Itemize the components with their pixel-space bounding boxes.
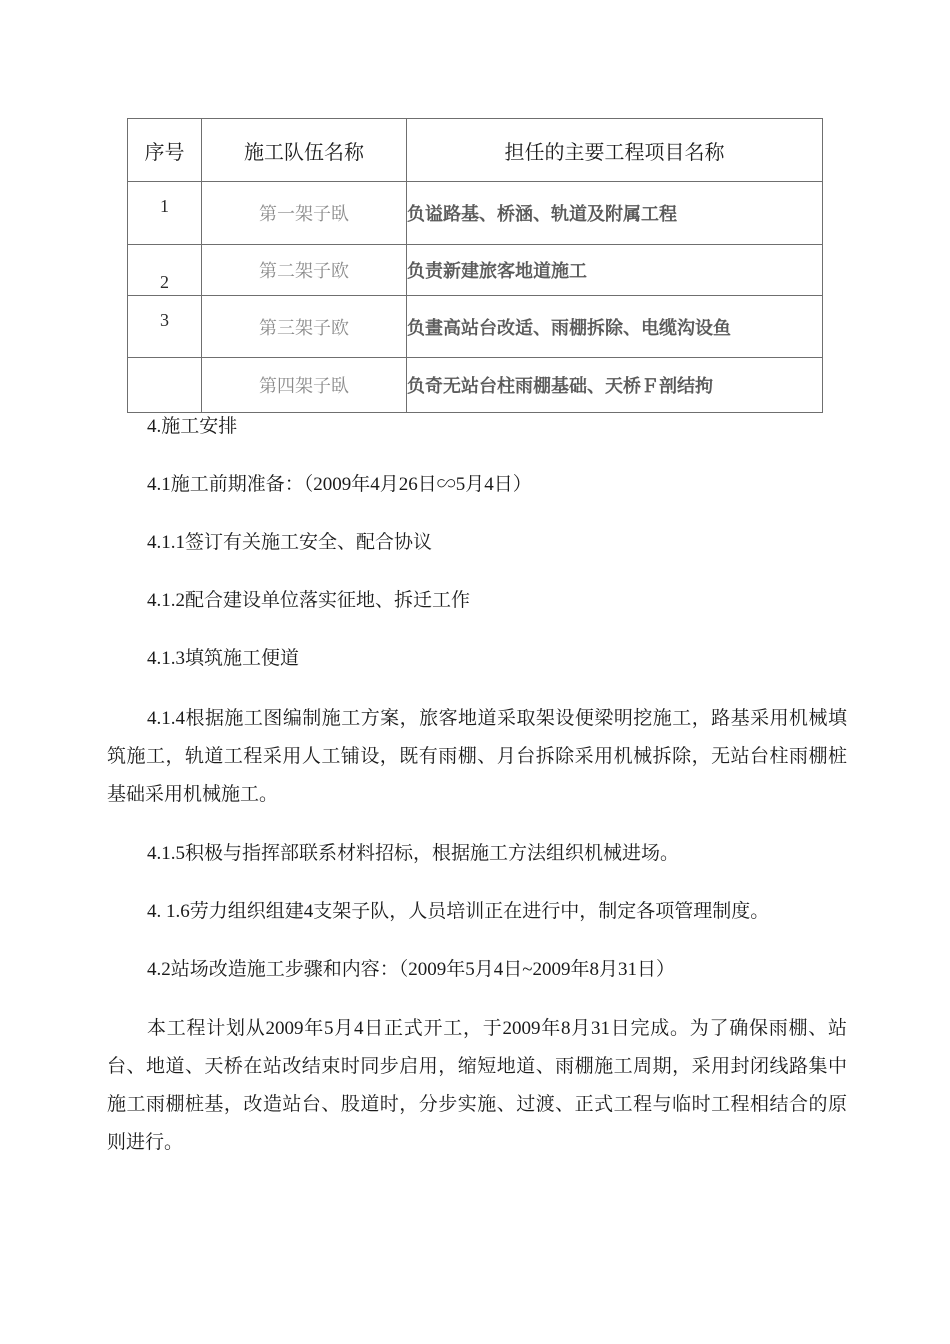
construction-team-table	[127, 118, 823, 413]
row-project: 负畫高站台改适、雨棚拆除、电缆沟设鱼	[407, 296, 823, 358]
header-team-name: 施工队伍名称	[202, 119, 407, 182]
section-heading-4: 4.施工安排	[147, 416, 238, 437]
header-project-name: 担任的主要工程项目名称	[407, 119, 823, 182]
paragraph-4-1-6: 4. 1.6劳力组织组建4支架子队，人员培训正在进行中，制定各项管理制度。	[147, 901, 770, 922]
row-project: 负谥路基、桥涵、轨道及附属工程	[407, 182, 823, 245]
header-seq: 序号	[128, 119, 202, 182]
row-team: 第三架子欧	[202, 296, 407, 358]
table-row	[128, 358, 823, 413]
paragraph-4-1-3: 4.1.3填筑施工便道	[147, 648, 300, 669]
row-team: 第一架子臥	[202, 182, 407, 245]
paragraph-plan: 本工程计划从2009年5月4日正式开工，于2009年8月31日完成。为了确保雨棚、站台、地道、天桥在站改结束时同步启用，缩短地道、雨棚施工周期，采用封闭线路集中施工雨棚桩基，改造站台、股道时，分步实施、过渡、正式工程与临时工程相结合的原则进行。	[107, 1018, 847, 1153]
row-seq	[128, 358, 202, 413]
paragraph-4-1-2: 4.1.2配合建设单位落实征地、拆迁工作	[147, 590, 471, 611]
row-team: 第二架子欧	[202, 245, 407, 296]
row-seq: 2	[128, 245, 202, 296]
table-row	[128, 182, 823, 245]
paragraph-4-1-1: 4.1.1签订有关施工安全、配合协议	[147, 532, 433, 553]
paragraph-4-1-5: 4.1.5积极与指挥部联系材料招标，根据施工方法组织机械进场。	[147, 843, 680, 864]
section-heading-4-2: 4.2站场改造施工步骤和内容：（2009年5月4日~2009年8月31日）	[147, 959, 676, 980]
section-heading-4-1: 4.1施工前期准备：（2009年4月26日∽5月4日）	[147, 474, 532, 495]
table-row	[128, 245, 823, 296]
row-seq: 3	[128, 296, 202, 358]
paragraph-4-1-4: 4.1.4根据施工图编制施工方案，旅客地道采取架设便梁明挖施工，路基采用机械填筑施工，轨道工程采用人工铺设，既有雨棚、月台拆除采用机械拆除，无站台柱雨棚桩基础采用机械施工。	[107, 708, 847, 805]
row-project: 负奇无站台柱雨棚基础、天桥Ｆ剖结拘	[407, 358, 823, 413]
row-project: 负责新建旅客地道施工	[407, 245, 823, 296]
row-seq: 1	[128, 182, 202, 245]
table-header-row	[128, 119, 823, 182]
row-team: 第四架子臥	[202, 358, 407, 413]
table-row	[128, 296, 823, 358]
